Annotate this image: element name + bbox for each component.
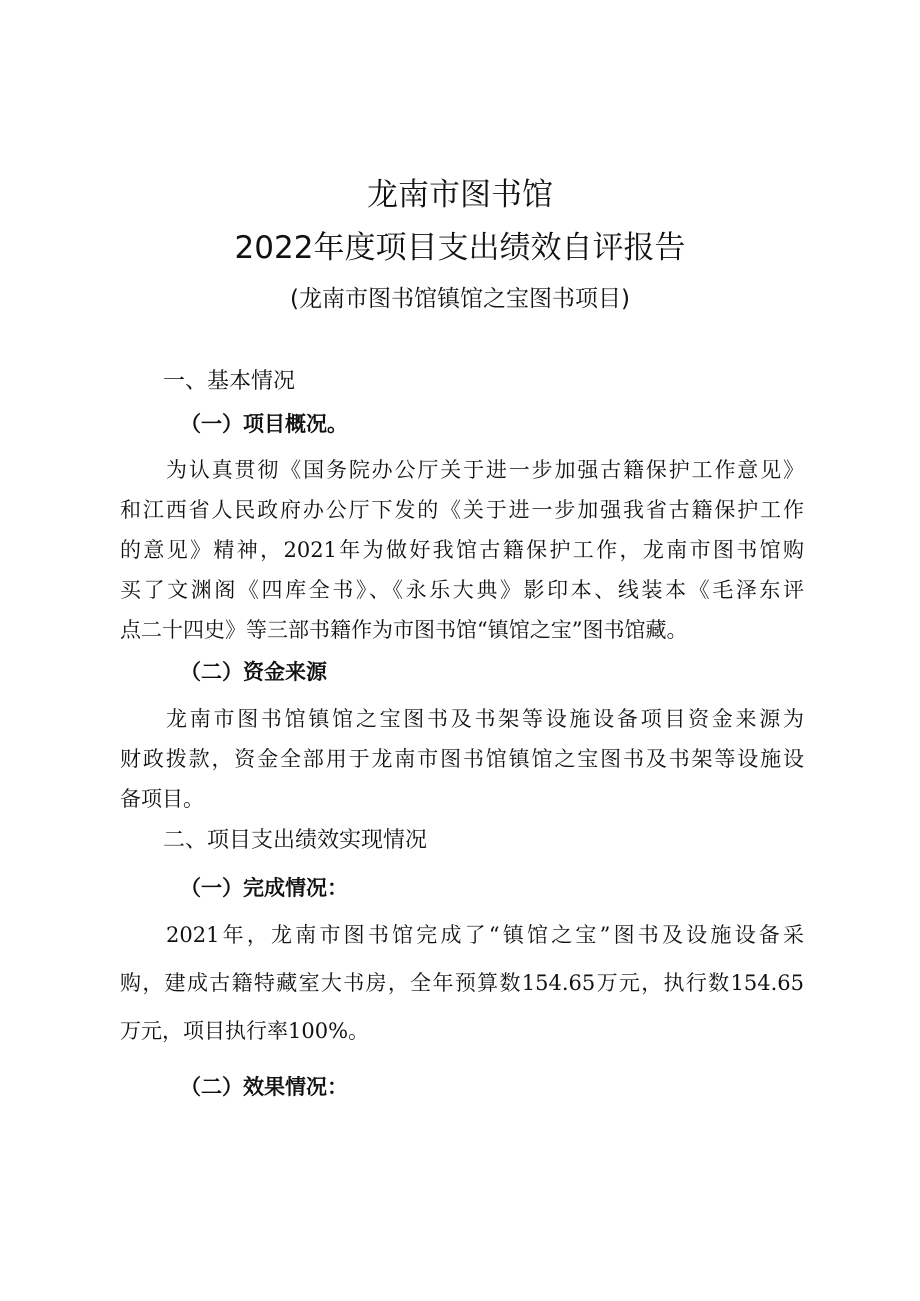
section-1-1-heading: （一）项目概况。 — [180, 411, 348, 436]
report-subtitle: (龙南市图书馆镇馆之宝图书项目) — [290, 286, 630, 312]
section-1-heading: 一、基本情况 — [163, 369, 296, 394]
overview-line-1: 为认真贯彻《国务院办公厅关于进一步加强古籍保护工作意见》 — [166, 458, 804, 482]
funding-line-1: 龙南市图书馆镇馆之宝图书及书架等设施设备项目资金来源为 — [166, 707, 804, 731]
completion-line-1: 2021年，龙南市图书馆完成了“镇馆之宝”图书及设施设备采 — [166, 923, 804, 947]
report-title-line2: 2022年度项目支出绩效自评报告 — [234, 230, 686, 266]
overview-line-4: 买了文渊阁《四库全书》、《永乐大典》影印本、线装本《毛泽东评 — [120, 578, 804, 602]
overview-line-3: 的意见》精神，2021年为做好我馆古籍保护工作，龙南市图书馆购 — [120, 538, 804, 562]
completion-line-3: 万元，项目执行率100%。 — [120, 1019, 370, 1043]
funding-line-3: 备项目。 — [120, 787, 204, 811]
section-2-1-heading: （一）完成情况： — [180, 875, 348, 900]
section-2-2-heading: （二）效果情况： — [180, 1074, 348, 1099]
section-2-heading: 二、项目支出绩效实现情况 — [163, 828, 428, 853]
funding-line-2: 财政拨款，资金全部用于龙南市图书馆镇馆之宝图书及书架等设施设 — [120, 747, 804, 771]
completion-line-2: 购，建成古籍特藏室大书房，全年预算数154.65万元，执行数154.65 — [120, 971, 804, 995]
overview-line-2: 和江西省人民政府办公厅下发的《关于进一步加强我省古籍保护工作 — [120, 498, 804, 522]
section-1-2-heading: （二）资金来源 — [180, 659, 327, 684]
report-title-line1: 龙南市图书馆 — [367, 177, 553, 213]
overview-line-5: 点二十四史》等三部书籍作为市图书馆“镇馆之宝”图书馆藏。 — [120, 618, 688, 642]
